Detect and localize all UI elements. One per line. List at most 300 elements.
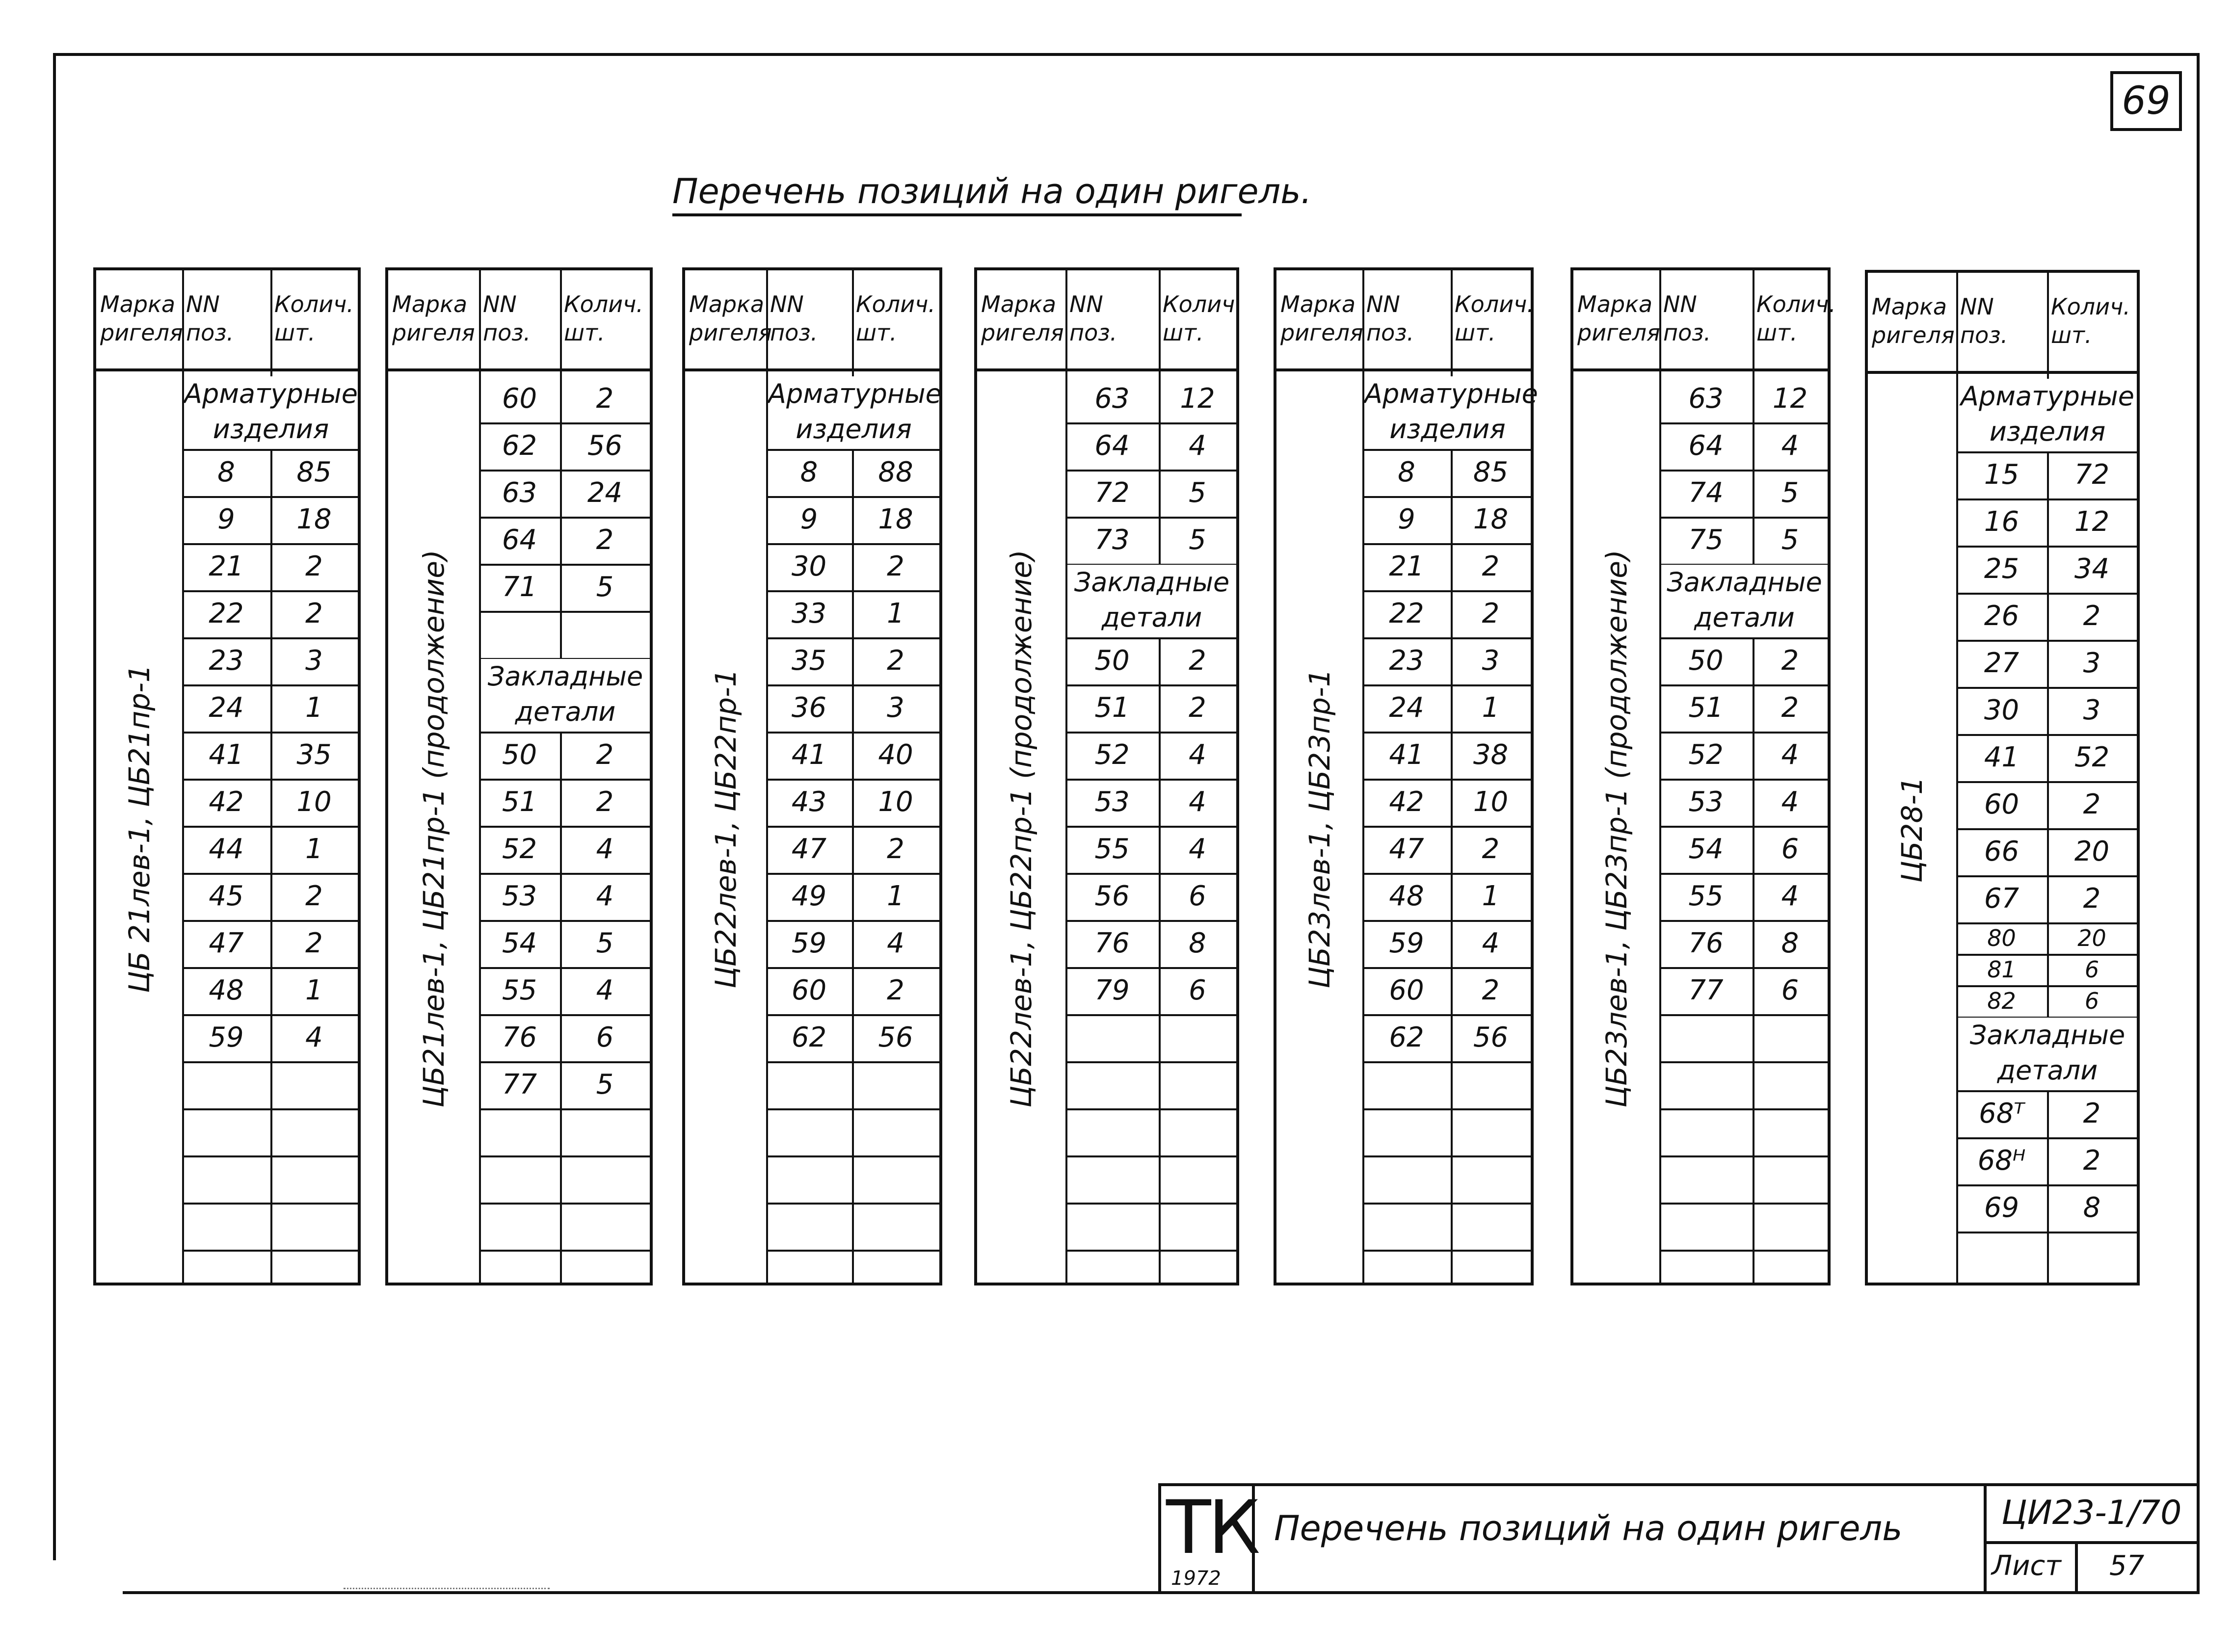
position-number: 21 — [209, 551, 244, 582]
title-block — [1158, 1483, 2197, 1594]
tk-logo: ТК — [1166, 1485, 1258, 1571]
quantity-value: 3 — [887, 692, 904, 724]
quantity-value: 72 — [2074, 459, 2110, 491]
quantity-value — [852, 1203, 939, 1250]
position-number: 9 — [217, 503, 235, 535]
quantity-value: 35 — [296, 739, 332, 771]
quantity-value: 2 — [2083, 1145, 2101, 1177]
quantity-value: 2 — [305, 598, 323, 629]
header-text: ригеля — [1872, 322, 1955, 348]
quantity-value — [1451, 1108, 1531, 1155]
position-number: 49 — [791, 880, 827, 912]
quantity-value: 8 — [1781, 927, 1799, 959]
header-qty — [1455, 270, 1534, 368]
position-number — [766, 1203, 852, 1250]
section-label — [1661, 565, 1828, 638]
sheet-number: 69 — [2110, 71, 2182, 131]
quantity-value: 2 — [1189, 645, 1206, 677]
quantity-value: 2 — [2083, 788, 2101, 820]
position-number: 67 — [1984, 883, 2019, 915]
title-block-divider — [1987, 1541, 2200, 1544]
quantity-value — [560, 1155, 650, 1203]
quantity-value: 56 — [878, 1022, 913, 1053]
quantity-value: 10 — [296, 786, 332, 818]
header-divider — [977, 368, 1236, 371]
header-pos — [770, 270, 851, 368]
position-number: 64 — [502, 524, 537, 556]
position-number: 41 — [1984, 741, 2019, 773]
row-rule — [1956, 1232, 2137, 1233]
position-number — [479, 1203, 560, 1250]
quantity-value — [1159, 1203, 1236, 1250]
header-text: Колич. — [856, 291, 935, 317]
header-pos — [1960, 273, 2046, 371]
position-number: 54 — [1688, 833, 1724, 865]
header-text: Марка — [1577, 291, 1653, 317]
quantity-value: 2 — [1482, 974, 1500, 1006]
position-number: 41 — [209, 739, 244, 771]
header-text: Колич. — [2051, 293, 2130, 320]
quantity-value: 34 — [2074, 553, 2110, 585]
section-label — [1067, 565, 1236, 638]
position-number: 63 — [1688, 383, 1724, 415]
header-divider — [685, 368, 939, 371]
quantity-value: 85 — [296, 456, 332, 488]
position-number: 59 — [1389, 927, 1424, 959]
quantity-value: 2 — [305, 880, 323, 912]
quantity-value: 20 — [2074, 836, 2110, 867]
header-qty — [2051, 273, 2136, 371]
row-rule — [1065, 1250, 1236, 1252]
position-number: 64 — [1688, 430, 1724, 462]
position-number — [182, 1108, 270, 1155]
position-number — [182, 1155, 270, 1203]
header-text: поз. — [483, 319, 531, 346]
position-number: 22 — [1389, 598, 1424, 629]
position-number — [1659, 1155, 1753, 1203]
header-text: ригеля — [100, 319, 183, 346]
position-number: 15 — [1984, 459, 2019, 491]
header-text: Марка — [981, 291, 1057, 317]
position-number — [182, 1061, 270, 1108]
quantity-value: 4 — [596, 974, 614, 1006]
quantity-value: 56 — [587, 430, 623, 462]
quantity-value: 2 — [887, 974, 904, 1006]
position-number — [479, 1155, 560, 1203]
quantity-value: 4 — [305, 1022, 323, 1053]
position-number — [182, 1203, 270, 1250]
section-text: изделия — [1389, 414, 1506, 445]
position-number: 73 — [1094, 524, 1130, 556]
beam-mark-text: ЦБ21лев-1, ЦБ21пр-1 (продолжение) — [417, 549, 451, 1108]
position-number: 42 — [209, 786, 244, 818]
position-number: 77 — [502, 1069, 537, 1101]
header-text: шт. — [1455, 319, 1496, 346]
header-text: ригеля — [689, 319, 772, 346]
header-pos — [1366, 270, 1450, 368]
header-mark — [1577, 270, 1658, 368]
quantity-value: 1 — [1482, 880, 1500, 912]
header-mark — [689, 270, 772, 368]
position-number — [1362, 1155, 1451, 1203]
position-number: 56 — [1094, 880, 1130, 912]
position-number — [1065, 1203, 1159, 1250]
quantity-value: 56 — [1473, 1022, 1509, 1053]
quantity-value: 10 — [878, 786, 913, 818]
sheet-value: 57 — [2109, 1550, 2145, 1582]
quantity-value: 4 — [596, 833, 614, 865]
header-text: ригеля — [392, 319, 475, 346]
position-number: 63 — [1094, 383, 1130, 415]
quantity-value — [1159, 1155, 1236, 1203]
position-number — [479, 611, 560, 658]
header-text: шт. — [1756, 319, 1798, 346]
quantity-value: 3 — [2083, 694, 2101, 726]
section-label — [184, 376, 358, 450]
quantity-value — [852, 1155, 939, 1203]
quantity-value: 24 — [587, 477, 623, 509]
position-table — [1274, 267, 1538, 1285]
position-number: 44 — [209, 833, 244, 865]
position-number: 76 — [502, 1022, 537, 1053]
quantity-value: 2 — [1482, 598, 1500, 629]
quantity-value: 5 — [596, 927, 614, 959]
position-number: 59 — [791, 927, 827, 959]
section-text: Арматурные — [768, 378, 942, 409]
section-text: детали — [1997, 1055, 2098, 1086]
quantity-value: 4 — [1189, 786, 1206, 818]
section-label — [768, 376, 942, 450]
quantity-value: 5 — [1781, 524, 1799, 556]
quantity-value: 3 — [305, 645, 323, 677]
quantity-value: 52 — [2074, 741, 2110, 773]
quantity-value: 2 — [1189, 692, 1206, 724]
header-mark — [1280, 270, 1361, 368]
beam-mark-text: ЦБ28-1 — [1895, 776, 1929, 883]
position-number: 47 — [209, 927, 244, 959]
header-text: NN — [483, 291, 517, 317]
position-table — [974, 267, 1242, 1285]
position-number: 24 — [209, 692, 244, 724]
position-number: 62 — [1389, 1022, 1424, 1053]
position-number — [1065, 1061, 1159, 1108]
position-number: 77 — [1688, 974, 1724, 1006]
quantity-value: 2 — [596, 739, 614, 771]
position-number: 47 — [791, 833, 827, 865]
quantity-value: 20 — [2077, 925, 2106, 951]
position-number: 21 — [1389, 551, 1424, 582]
quantity-value: 88 — [878, 456, 913, 488]
position-number: 53 — [502, 880, 537, 912]
header-mark — [1872, 273, 1955, 371]
position-number — [766, 1061, 852, 1108]
position-number — [1065, 1155, 1159, 1203]
quantity-value — [1753, 1061, 1828, 1108]
header-text: поз. — [1069, 319, 1117, 346]
quantity-value: 18 — [878, 503, 913, 535]
header-text: Марка — [1872, 293, 1947, 320]
header-text: Колич. — [1163, 291, 1242, 317]
position-number — [1659, 1014, 1753, 1061]
quantity-value: 10 — [1473, 786, 1509, 818]
position-number: 53 — [1094, 786, 1130, 818]
header-divider — [1573, 368, 1828, 371]
position-table — [385, 267, 653, 1285]
quantity-value: 2 — [2083, 600, 2101, 632]
quantity-value: 4 — [1189, 430, 1206, 462]
position-number: 75 — [1688, 524, 1724, 556]
title-block-code-cell — [1984, 1486, 2200, 1594]
quantity-value: 5 — [596, 571, 614, 603]
frame-gap — [50, 1560, 57, 1600]
header-text: NN — [1960, 293, 1994, 320]
header-text: NN — [1069, 291, 1103, 317]
quantity-value: 4 — [1189, 739, 1206, 771]
header-text: Марка — [100, 291, 176, 317]
header-text: шт. — [2051, 322, 2092, 348]
section-text: изделия — [1989, 416, 2106, 447]
header-mark — [100, 270, 181, 368]
section-label — [481, 659, 650, 733]
position-table — [93, 267, 361, 1285]
quantity-value: 3 — [2083, 647, 2101, 679]
position-number: 76 — [1094, 927, 1130, 959]
position-number: 79 — [1094, 974, 1130, 1006]
beam-mark-text: ЦБ23лев-1, ЦБ23пр-1 — [1302, 668, 1336, 989]
header-text: Колич. — [1756, 291, 1836, 317]
row-rule — [1362, 1250, 1531, 1252]
quantity-value: 4 — [1781, 430, 1799, 462]
title-block-title: Перечень позиций на один ригель — [1274, 1508, 1903, 1548]
header-qty — [856, 270, 938, 368]
quantity-value: 6 — [1189, 974, 1206, 1006]
quantity-value — [270, 1108, 358, 1155]
section-text: детали — [1101, 602, 1202, 633]
quantity-value: 6 — [1189, 880, 1206, 912]
quantity-value — [1753, 1203, 1828, 1250]
header-divider — [388, 368, 650, 371]
row-rule — [182, 1250, 358, 1252]
position-number: 50 — [502, 739, 537, 771]
position-number: 8 — [1398, 456, 1415, 488]
quantity-value: 2 — [596, 383, 614, 415]
sheet-label: Лист — [1992, 1550, 2061, 1582]
position-number: 51 — [1688, 692, 1724, 724]
quantity-value — [560, 1108, 650, 1155]
position-number: 30 — [1984, 694, 2019, 726]
position-number: 82 — [1987, 988, 2016, 1014]
header-text: шт. — [274, 319, 316, 346]
quantity-value: 2 — [1482, 833, 1500, 865]
header-text: поз. — [770, 319, 818, 346]
header-text: NN — [1366, 291, 1400, 317]
section-text: Арматурные — [1961, 381, 2134, 412]
section-text: Арматурные — [1364, 378, 1538, 409]
quantity-value: 1 — [1482, 692, 1500, 724]
quantity-value — [1159, 1014, 1236, 1061]
quantity-value: 12 — [2074, 506, 2110, 538]
header-text: Колич. — [274, 291, 354, 317]
position-number: 69 — [1984, 1192, 2019, 1224]
position-number: 80 — [1987, 925, 2016, 951]
header-text: поз. — [186, 319, 234, 346]
position-number — [1659, 1203, 1753, 1250]
position-number: 8 — [800, 456, 818, 488]
position-number — [479, 1108, 560, 1155]
quantity-value: 2 — [887, 833, 904, 865]
quantity-value: 4 — [887, 927, 904, 959]
position-number: 30 — [791, 551, 827, 582]
section-text: детали — [1694, 602, 1795, 633]
header-text: шт. — [856, 319, 897, 346]
quantity-value — [1753, 1014, 1828, 1061]
quantity-value — [560, 1203, 650, 1250]
main-title: Перечень позиций на один ригель. — [672, 169, 1242, 216]
position-number — [1362, 1108, 1451, 1155]
quantity-value: 12 — [1180, 383, 1215, 415]
header-mark — [981, 270, 1064, 368]
section-text: Закладные — [1969, 1020, 2126, 1050]
header-text: NN — [186, 291, 220, 317]
quantity-value — [1451, 1203, 1531, 1250]
position-number: 59 — [209, 1022, 244, 1053]
quantity-value: 1 — [305, 692, 323, 724]
position-number: 45 — [209, 880, 244, 912]
quantity-value: 4 — [1781, 786, 1799, 818]
section-text: Закладные — [1667, 567, 1822, 598]
section-text: Арматурные — [184, 378, 358, 409]
position-number: 27 — [1984, 647, 2019, 679]
quantity-value: 6 — [2084, 988, 2099, 1014]
position-number: 50 — [1094, 645, 1130, 677]
position-number: 81 — [1987, 956, 2016, 983]
position-number: 72 — [1094, 477, 1130, 509]
quantity-value: 2 — [2083, 1098, 2101, 1129]
quantity-value: 8 — [1189, 927, 1206, 959]
position-number: 41 — [1389, 739, 1424, 771]
position-number: 23 — [209, 645, 244, 677]
position-number: 74 — [1688, 477, 1724, 509]
quantity-value: 5 — [596, 1069, 614, 1101]
header-pos — [186, 270, 269, 368]
quantity-value — [560, 611, 650, 658]
section-label — [1958, 1018, 2137, 1091]
position-number: 55 — [502, 974, 537, 1006]
position-number — [1065, 1108, 1159, 1155]
position-number: 63 — [502, 477, 537, 509]
quantity-value: 6 — [1781, 974, 1799, 1006]
row-rule — [766, 1250, 939, 1252]
quantity-value: 1 — [305, 833, 323, 865]
quantity-value: 2 — [305, 927, 323, 959]
position-number: 48 — [209, 974, 244, 1006]
header-text: поз. — [1960, 322, 2008, 348]
header-text: поз. — [1663, 319, 1711, 346]
margin-scribble — [344, 1588, 550, 1589]
position-number: 51 — [502, 786, 537, 818]
position-number: 55 — [1094, 833, 1130, 865]
position-number: 48 — [1389, 880, 1424, 912]
position-number: 54 — [502, 927, 537, 959]
quantity-value — [270, 1061, 358, 1108]
row-rule — [479, 1250, 650, 1252]
position-number: 25 — [1984, 553, 2019, 585]
header-text: Марка — [1280, 291, 1356, 317]
position-number: 66 — [1984, 836, 2019, 867]
position-number: 24 — [1389, 692, 1424, 724]
quantity-value — [1451, 1061, 1531, 1108]
quantity-value: 2 — [1781, 692, 1799, 724]
quantity-value: 2 — [887, 645, 904, 677]
quantity-value: 2 — [887, 551, 904, 582]
quantity-value: 6 — [596, 1022, 614, 1053]
position-number: 60 — [502, 383, 537, 415]
position-number: 62 — [502, 430, 537, 462]
position-number: 60 — [1389, 974, 1424, 1006]
quantity-value: 1 — [887, 598, 904, 629]
position-number: 9 — [1398, 503, 1415, 535]
beam-mark-text: ЦБ22лев-1, ЦБ22пр-1 — [709, 668, 743, 989]
quantity-value: 2 — [305, 551, 323, 582]
position-number — [1065, 1014, 1159, 1061]
header-divider — [96, 368, 358, 371]
position-number: 35 — [791, 645, 827, 677]
quantity-value: 5 — [1781, 477, 1799, 509]
header-text: ригеля — [981, 319, 1064, 346]
position-number: 76 — [1688, 927, 1724, 959]
position-number: 47 — [1389, 833, 1424, 865]
position-number: 52 — [1688, 739, 1724, 771]
beam-mark-text: ЦБ 21лев-1, ЦБ21пр-1 — [122, 664, 156, 993]
title-block-divider — [2075, 1541, 2078, 1594]
header-text: поз. — [1366, 319, 1414, 346]
header-divider — [1868, 371, 2137, 374]
quantity-value: 2 — [596, 786, 614, 818]
header-divider — [1276, 368, 1531, 371]
position-number — [1659, 1108, 1753, 1155]
quantity-value: 4 — [1781, 880, 1799, 912]
header-text: NN — [770, 291, 804, 317]
position-number — [766, 1108, 852, 1155]
position-number: 60 — [791, 974, 827, 1006]
quantity-value — [1753, 1108, 1828, 1155]
position-number — [1362, 1061, 1451, 1108]
position-number: 36 — [791, 692, 827, 724]
quantity-value: 5 — [1189, 524, 1206, 556]
position-number: 23 — [1389, 645, 1424, 677]
quantity-value — [852, 1061, 939, 1108]
header-text: Марка — [689, 291, 765, 317]
position-number: 71 — [502, 571, 537, 603]
position-table — [682, 267, 942, 1285]
header-qty — [564, 270, 649, 368]
position-number: 16 — [1984, 506, 2019, 538]
header-mark — [392, 270, 478, 368]
quantity-value: 40 — [878, 739, 913, 771]
quantity-value: 2 — [2083, 883, 2101, 915]
section-text: Закладные — [487, 661, 643, 692]
quantity-value: 85 — [1473, 456, 1509, 488]
position-number: 53 — [1688, 786, 1724, 818]
row-rule — [1659, 1250, 1828, 1252]
header-text: NN — [1663, 291, 1697, 317]
position-number: 8 — [217, 456, 235, 488]
position-number: 52 — [1094, 739, 1130, 771]
quantity-value: 18 — [1473, 503, 1509, 535]
position-number: 9 — [800, 503, 818, 535]
quantity-value: 4 — [1482, 927, 1500, 959]
position-number: 50 — [1688, 645, 1724, 677]
